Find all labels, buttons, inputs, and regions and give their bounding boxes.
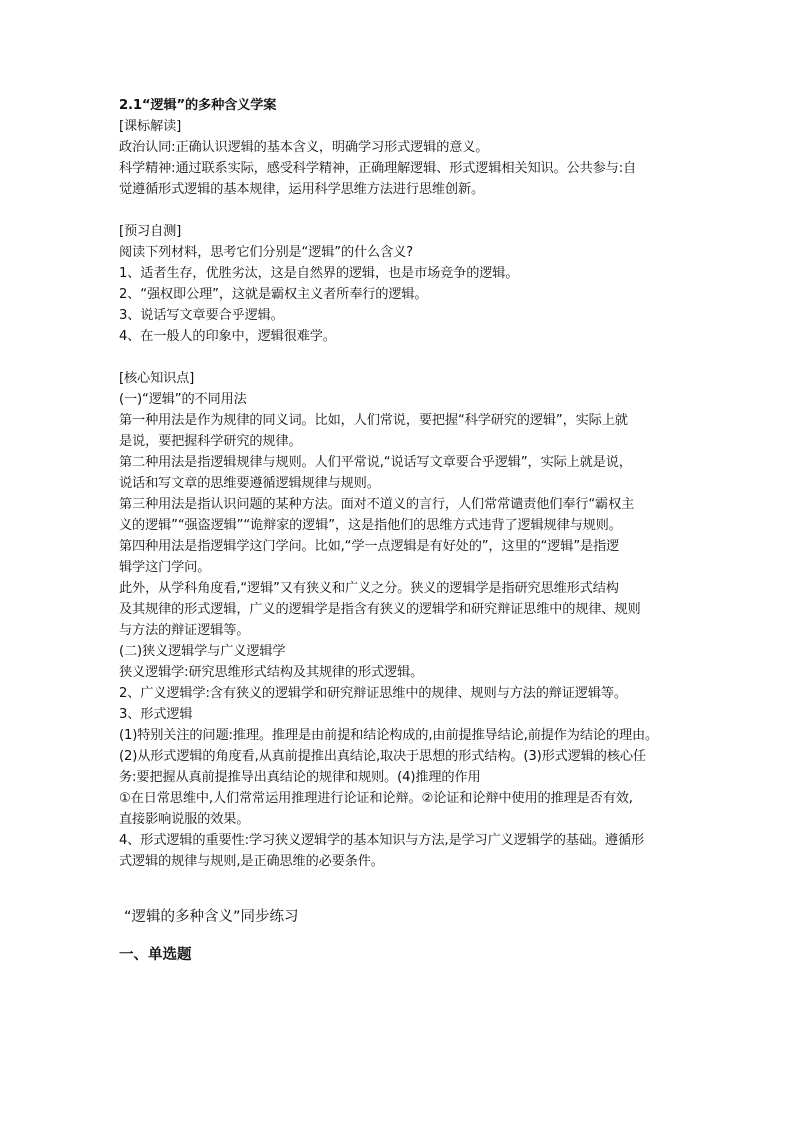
- text-line: 第四种用法是指逻辑学这门学问。比如,“学一点逻辑是有好处的”，这里的“逻辑”是指逻: [119, 539, 620, 554]
- text-line: 1、适者生存，优胜劣汰，这是自然界的逻辑，也是市场竞争的逻辑。: [119, 266, 519, 281]
- text-line: 义的逻辑”“强盗逻辑”“诡辩家的逻辑”，这是指他们的思维方式违背了逻辑规律与规则。: [119, 518, 622, 533]
- text-line: 与方法的辩证逻辑等。: [119, 623, 250, 638]
- document-title: 2.1“逻辑”的多种含义学案: [119, 98, 277, 113]
- text-line: [课标解读]: [119, 119, 182, 134]
- text-line: (二)狭义逻辑学与广义逻辑学: [119, 644, 286, 659]
- text-line: 第二种用法是指逻辑规律与规则。人们平常说,“说话写文章要合乎逻辑”，实际上就是说，: [119, 455, 632, 470]
- text-line: ①在日常思维中,人们常常运用推理进行论证和论辩。②论证和论辩中使用的推理是否有效,: [119, 791, 633, 806]
- text-line: 说话和写文章的思维要遵循逻辑规律与规则。: [119, 476, 380, 491]
- text-line: 务:要把握从真前提推导出真结论的规律和规则。(4)推理的作用: [119, 770, 481, 785]
- paragraph-gap: [119, 347, 689, 368]
- text-line: [预习自测]: [119, 224, 182, 239]
- text-line: 是说，要把握科学研究的规律。: [119, 434, 302, 449]
- document-body: [119, 95, 689, 872]
- text-line: 2、“强权即公理”，这就是霸权主义者所奉行的逻辑。: [119, 287, 428, 302]
- paragraph-gap: [119, 200, 689, 221]
- text-line: 阅读下列材料，思考它们分别是“逻辑”的什么含义?: [119, 245, 413, 260]
- text-line: 直接影响说服的效果。: [119, 812, 250, 827]
- text-line: 4、在一般人的印象中，逻辑很难学。: [119, 329, 336, 344]
- text-line: 第三种用法是指认识问题的某种方法。面对不道义的言行，人们常常谴责他们奉行“霸权主: [119, 497, 635, 512]
- text-line: (2)从形式逻辑的角度看,从真前提推出真结论,取决于思想的形式结构。(3)形式逻辑的核心任: [119, 749, 646, 764]
- text-line: (一)“逻辑”的不同用法: [119, 392, 247, 407]
- text-line: 辑学这门学问。: [119, 560, 211, 575]
- text-line: 狭义逻辑学:研究思维形式结构及其规律的形式逻辑。: [119, 665, 424, 680]
- text-line: 觉遵循形式逻辑的基本规律，运用科学思维方法进行思维创新。: [119, 182, 485, 197]
- text-line: [核心知识点]: [119, 371, 195, 386]
- text-line: 4、形式逻辑的重要性:学习狭义逻辑学的基本知识与方法,是学习广义逻辑学的基础。遵循形: [119, 833, 645, 848]
- section-heading: 一、单选题: [119, 947, 192, 963]
- text-line: 此外，从学科角度看,“逻辑”又有狭义和广义之分。狭义的逻辑学是指研究思维形式结构: [119, 581, 619, 596]
- text-line: 科学精神:通过联系实际，感受科学精神，正确理解逻辑、形式逻辑相关知识。公共参与:自: [119, 161, 637, 176]
- text-line: 2、广义逻辑学:含有狭义的逻辑学和研究辩证思维中的规律、规则与方法的辩证逻辑等。: [119, 686, 627, 701]
- text-line: 式逻辑的规律与规则,是正确思维的必要条件。: [119, 854, 384, 869]
- text-line: 3、形式逻辑: [119, 707, 193, 722]
- text-line: 及其规律的形式逻辑，广义的逻辑学是指含有狭义的逻辑学和研究辩证思维中的规律、规则: [119, 602, 641, 617]
- text-line: 第一种用法是作为规律的同义词。比如，人们常说，要把握“科学研究的逻辑”，实际上就: [119, 413, 628, 428]
- text-line: 政治认同:正确认识逻辑的基本含义，明确学习形式逻辑的意义。: [119, 140, 489, 155]
- practice-title: “逻辑的多种含义”同步练习: [124, 909, 299, 925]
- text-line: (1)特别关注的问题:推理。推理是由前提和结论构成的,由前提推导结论,前提作为结论的理由。: [119, 728, 659, 743]
- text-line: 3、说话写文章要合乎逻辑。: [119, 308, 284, 323]
